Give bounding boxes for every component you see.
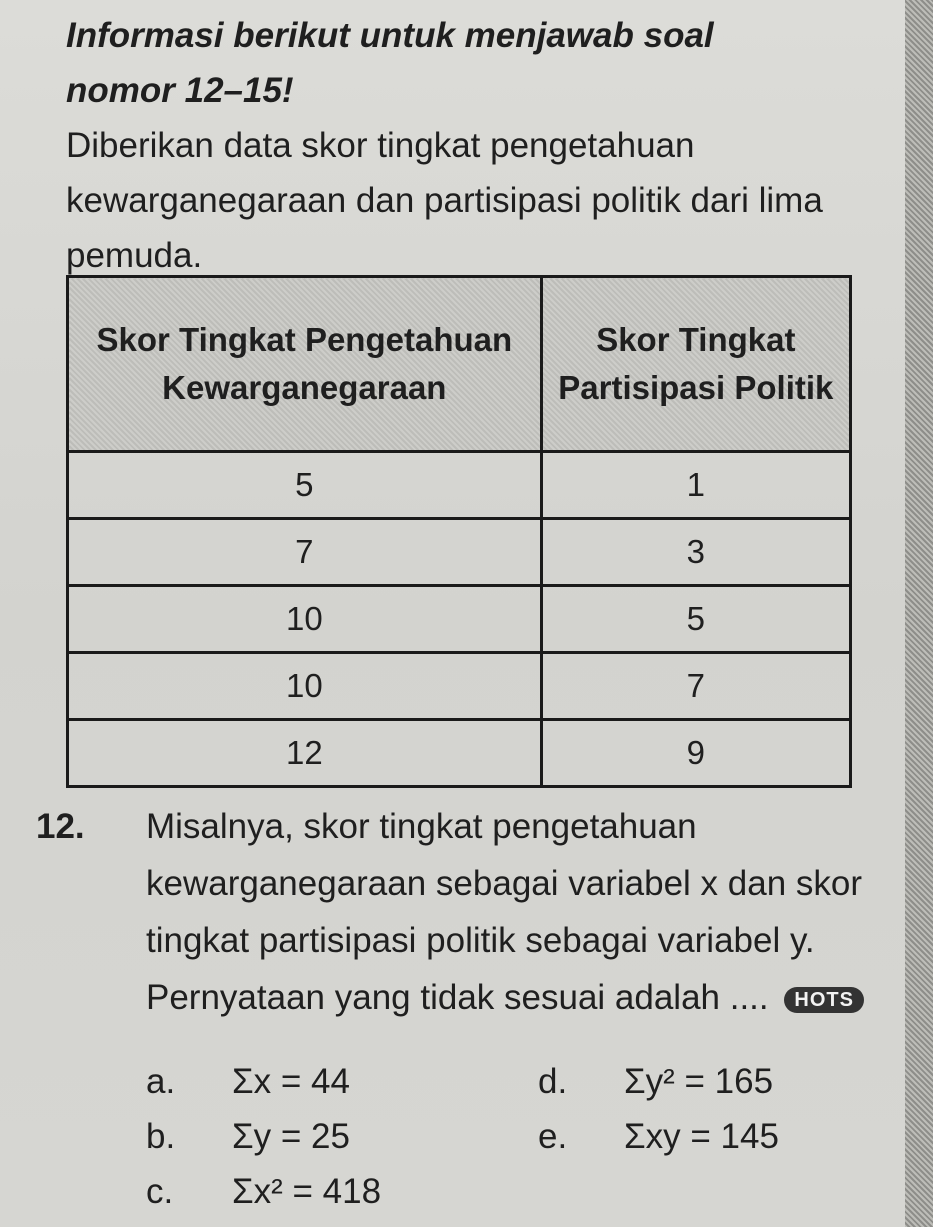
option-d: [538, 1062, 773, 1102]
score-table: [66, 275, 852, 788]
table-row: [68, 653, 851, 720]
hots-badge: HOTS: [784, 987, 864, 1013]
option-text: Σy² = 165: [624, 1062, 774, 1101]
option-label: a.: [146, 1062, 176, 1101]
question-number: 12.: [36, 807, 85, 846]
option-e: [538, 1117, 779, 1157]
header-participation: Skor Tingkat Partisipasi Politik: [541, 277, 850, 452]
intro-heading-line2: nomor 12–15!: [66, 71, 294, 110]
option-a: [146, 1062, 350, 1102]
table-row: [68, 586, 851, 653]
option-text: Σy = 25: [232, 1117, 350, 1156]
cell-y: 7: [541, 653, 850, 720]
cell-x: 12: [68, 720, 542, 787]
intro-block: [66, 8, 856, 283]
table-row: [68, 720, 851, 787]
cell-x: 7: [68, 519, 542, 586]
header-knowledge: Skor Tingkat Pengetahuan Kewarganegaraan: [68, 277, 542, 452]
cell-y: 3: [541, 519, 850, 586]
cell-x: 10: [68, 653, 542, 720]
table-row: [68, 519, 851, 586]
page-edge: [905, 0, 933, 1227]
option-label: c.: [146, 1172, 174, 1211]
option-label: e.: [538, 1117, 568, 1156]
intro-heading-line1: Informasi berikut untuk menjawab soal: [66, 16, 714, 55]
option-text: Σx = 44: [232, 1062, 350, 1101]
option-text: Σxy = 145: [624, 1117, 779, 1156]
cell-y: 5: [541, 586, 850, 653]
question-stem: [146, 798, 866, 1026]
option-b: [146, 1117, 350, 1157]
question-12: [36, 798, 866, 1026]
cell-y: 1: [541, 452, 850, 519]
option-c: [146, 1172, 381, 1212]
option-text: Σx² = 418: [232, 1172, 382, 1211]
table-header-row: [68, 277, 851, 452]
option-label: d.: [538, 1062, 568, 1101]
option-label: b.: [146, 1117, 176, 1156]
cell-x: 10: [68, 586, 542, 653]
cell-y: 9: [541, 720, 850, 787]
cell-x: 5: [68, 452, 542, 519]
intro-text: Diberikan data skor tingkat pengetahuan kewarganegaraan dan partisipasi politik dari lima pemuda.: [66, 126, 823, 275]
table-row: [68, 452, 851, 519]
question-text: Misalnya, skor tingkat pengetahuan kewarganegaraan sebagai variabel x dan skor tingkat partisipasi politik sebagai variabel y. Pernyataan yang tidak sesuai adalah ....: [146, 807, 863, 1017]
